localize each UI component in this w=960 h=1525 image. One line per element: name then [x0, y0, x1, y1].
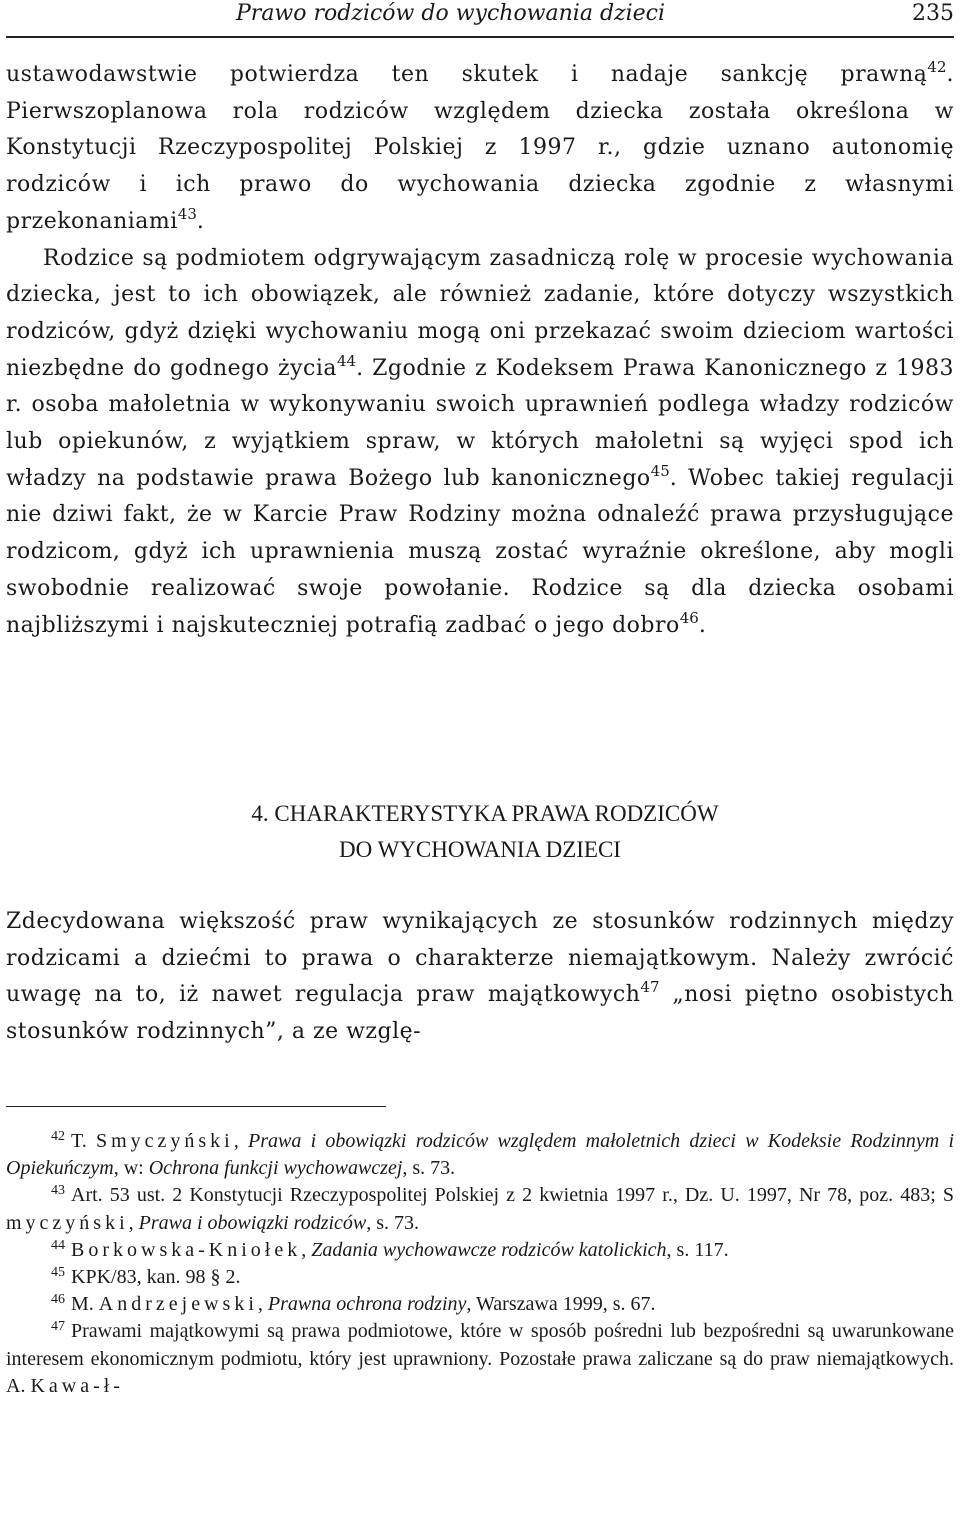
text-run: T. [71, 1130, 96, 1152]
text-run: , [233, 1130, 248, 1152]
section-heading [6, 796, 954, 868]
text-run: M. [71, 1293, 99, 1316]
footnote-46 [6, 1291, 954, 1318]
author-name: Borkowska-Kniołek [71, 1238, 302, 1261]
text-run: , Warszawa 1999, s. 67. [466, 1293, 656, 1316]
footnote-ref-46[interactable]: 46 [679, 608, 699, 627]
text-run: , s. 117. [666, 1238, 729, 1261]
footnote-45 [6, 1264, 954, 1291]
text-run: , [301, 1238, 312, 1261]
work-title: Prawa i obowiązki rodziców względem małoletnich dzieci w Kodeksie Rodzinnym i Opiekuńczym [6, 1130, 954, 1180]
footnote-ref-45[interactable]: 45 [650, 461, 670, 480]
text-run: , w: [113, 1157, 149, 1180]
footnote-number: 46 [51, 1292, 65, 1308]
text-run: Zdecydowana większość praw wynikających ze stosunków rodzinnych między rodzicami a dziećmi to prawa o charakterze niemajątkowym. Należy zwrócić uwagę na to, iż nawet regulacja praw majątkowych [6, 909, 954, 1008]
footnote-ref-42[interactable]: 42 [927, 58, 947, 76]
running-title: Prawo rodziców do wychowania dzieci [236, 1, 666, 26]
footnote-42 [6, 1128, 954, 1182]
text-run: . Pierwszoplanowa rola rodziców względem dziecka została określona w Konstytucji Rzeczypospolitej Polskiej z 1997 r., gdzie uznano autonomię rodziców i ich prawo do wychowania dziecka zgodnie z własnymi przekonaniami [6, 62, 954, 234]
text-run: . [196, 208, 205, 234]
page-number: 235 [912, 1, 954, 26]
body-text [6, 57, 954, 644]
text-run: , [128, 1211, 139, 1234]
footnote-43 [6, 1182, 954, 1236]
text-run: „nosi piętno osobistych stosunków rodzinnych”, a ze wzglę- [6, 982, 955, 1045]
footnote-number: 42 [51, 1129, 65, 1144]
footnote-number: 47 [51, 1319, 65, 1335]
footnote-44 [6, 1237, 954, 1264]
text-run: , s. 73. [366, 1211, 420, 1234]
text-run: . Zgodnie z Kodeksem Prawa Kanonicznego z 1983 r. osoba małoletnia w wykonywaniu swoich uprawnień podlega władzy rodziców lub opiekunów, z wyjątkiem spraw, w których małoletni są wyjęci spod ich władzy na podstawie prawa Bożego lub kanonicznego [6, 355, 954, 491]
work-title: Prawa i obowiązki rodziców [138, 1211, 367, 1234]
text-run: , s. 73. [402, 1157, 456, 1180]
footnotes [6, 1128, 954, 1400]
text-run: KPK/83, kan. 98 § 2. [71, 1266, 241, 1289]
running-head [6, 0, 954, 36]
author-name: Kawa-ł- [30, 1374, 124, 1397]
footnote-ref-43[interactable]: 43 [177, 204, 197, 223]
author-name: Smyczyński [95, 1130, 234, 1152]
work-title: Ochrona funkcji wychowawczej [148, 1157, 403, 1180]
section-heading-line-1: 4. CHARAKTERYSTYKA PRAWA RODZICÓW [251, 801, 719, 826]
body-text-section-4 [6, 904, 954, 1051]
text-run: , [257, 1293, 268, 1316]
footnote-number: 45 [51, 1265, 65, 1281]
footnote-ref-47[interactable]: 47 [640, 978, 660, 997]
work-title: Prawna ochrona rodziny [267, 1293, 467, 1316]
paragraph-2 [6, 241, 954, 645]
text-run: Prawami majątkowymi są prawa podmiotowe, które w sposób pośredni lub bezpośredni są uwarunkowane interesem ekonomicznym podmiotu, który jest uprawniony. Pozostałe prawa zaliczane są do praw niemajątkowych. A. [6, 1320, 954, 1397]
text-run: . Wobec takiej regulacji nie dziwi fakt, że w Karcie Praw Rodziny można odnaleźć prawa przysługujące rodzicom, gdyż ich uprawnienia muszą zostać wyraźnie określone, aby mogli swobodnie realizować swoje powołanie. Rodzice są dla dziecka osobami najbliższymi i najskuteczniej potrafią zadbać o jego dobro [6, 465, 954, 638]
footnote-number: 44 [51, 1237, 65, 1253]
text-run: ustawodawstwie potwierdza ten skutek i nadaje sankcję prawną [6, 62, 928, 87]
paragraph-3 [6, 904, 954, 1051]
header-rule [6, 36, 954, 38]
work-title: Zadania wychowawcze rodziców katolickich [311, 1238, 667, 1261]
text-run: . [698, 612, 707, 638]
paragraph-1 [6, 57, 954, 241]
footnote-ref-44[interactable]: 44 [337, 351, 357, 370]
footnote-47 [6, 1318, 954, 1400]
section-heading-line-2: DO WYCHOWANIA DZIECI [339, 837, 621, 862]
text-run: Art. 53 ust. 2 Konstytucji Rzeczypospolitej Polskiej z 2 kwietnia 1997 r., Dz. U. 1997, Nr 78, poz. 483; S [71, 1184, 954, 1207]
text-run: Rodzice są podmiotem odgrywającym zasadniczą rolę w procesie wychowania dziecka, jest to ich obowiązek, ale również zadanie, które dotyczy wszystkich rodziców, gdyż dzięki wychowaniu mogą oni przekazać swoim dzieciom wartości niezbędne do godnego życia [6, 245, 954, 381]
author-name: myczyński [6, 1211, 129, 1234]
footnote-number: 43 [51, 1183, 65, 1199]
footnote-rule [6, 1106, 386, 1107]
author-name: Andrzejewski [98, 1293, 258, 1316]
